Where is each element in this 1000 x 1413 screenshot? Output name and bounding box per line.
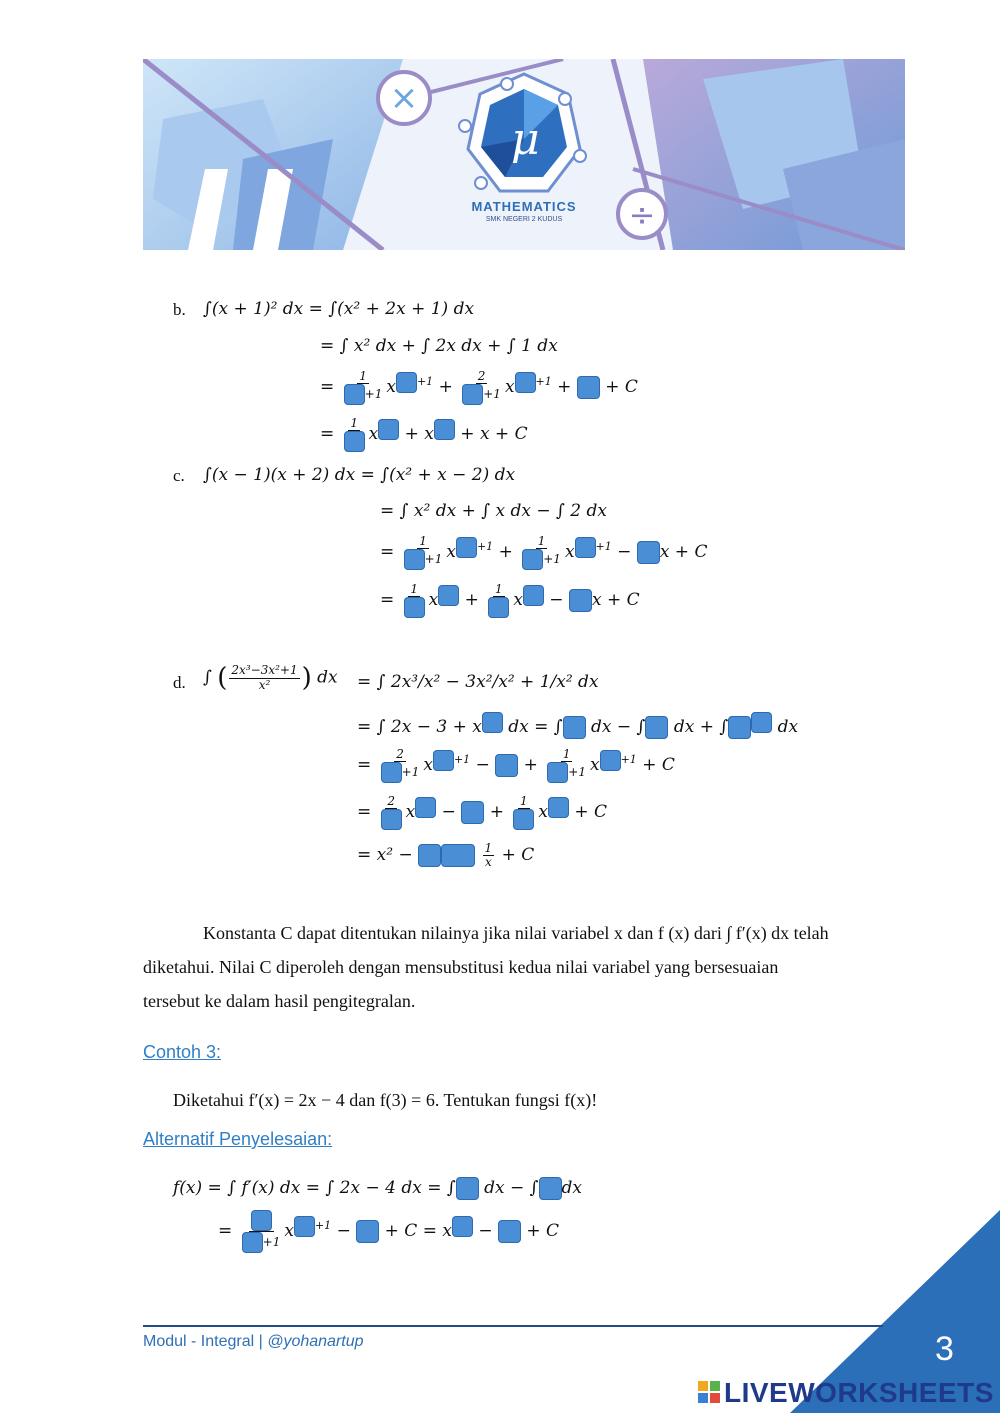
answer-box[interactable] [600,750,621,771]
footer-rule [143,1325,883,1327]
solution-line-1: f(x) = ∫ f′(x) dx = ∫ 2x − 4 dx = ∫ dx − ∫ dx [173,1178,582,1198]
d-line-5: = x² − $\frac{1}{x}$ + C [357,841,535,870]
d-line-1-right: = ∫ 2x³/x² − 3x²/x² + 1/x² dx [357,672,599,692]
answer-box[interactable] [433,750,454,771]
c-line-1: ∫(x − 1)(x + 2) dx = ∫(x² + x − 2) dx [203,465,516,485]
school-text: SMK NEGERI 2 KUDUS [485,216,563,223]
answer-box[interactable] [515,372,536,393]
answer-box[interactable] [418,844,441,867]
answer-box[interactable] [378,419,399,440]
answer-box[interactable] [404,597,425,618]
d-line-3: = $\frac{2}{+1}$ x $^{+1}$ − + $\frac{1}{+1}$ x $^{+1}$ + C [357,748,675,783]
answer-box[interactable] [344,384,365,405]
liveworksheets-logo-icon [698,1381,720,1403]
header-banner [143,59,905,250]
answer-box[interactable] [242,1232,263,1253]
answer-box[interactable] [495,754,518,777]
answer-box[interactable] [575,537,596,558]
b-line-4: = 1 x + x + x + C [320,417,528,452]
page-number: 3 [935,1330,954,1368]
c-line-2: = ∫ x² dx + ∫ x dx − ∫ 2 dx [380,501,607,521]
answer-box[interactable] [513,809,534,830]
answer-box[interactable] [637,541,660,564]
answer-box[interactable] [438,585,459,606]
solution-heading: Alternatif Penyelesaian: [143,1129,333,1149]
answer-box[interactable] [251,1210,272,1231]
paragraph-line-1: Konstanta C dapat ditentukan nilainya jika nilai variabel x dan f (x) dari ∫ f′(x) dx telah [203,923,829,943]
answer-box[interactable] [547,762,568,783]
footer-text: Modul - Integral | @yohanartup [143,1333,364,1350]
answer-box[interactable] [456,537,477,558]
solution-line-2: = +1 x $^{+1}$ − + C = x − + C [218,1210,559,1253]
answer-box[interactable] [751,712,772,733]
problem-c-label: c. [173,466,185,485]
answer-box[interactable] [577,376,600,399]
d-line-4: = 2 x − + 1 x + C [357,795,607,830]
answer-box[interactable] [523,585,544,606]
answer-box[interactable] [461,801,484,824]
example-heading: Contoh 3: [143,1042,222,1062]
answer-box[interactable] [548,797,569,818]
answer-box[interactable] [396,372,417,393]
answer-box[interactable] [294,1216,315,1237]
answer-box[interactable] [404,549,425,570]
answer-box[interactable] [645,716,668,739]
paragraph-line-3: tersebut ke dalam hasil pengitegralan. [143,991,416,1011]
b-line-3: = $\frac{1}{+1}$ x $^{+1}$ + $\frac{2}{+1}$ x $^{+1}$ + + C [320,370,638,405]
example-question: Diketahui f′(x) = 2x − 4 dan f(3) = 6. Tentukan fungsi f(x)! [173,1090,598,1110]
answer-box[interactable] [563,716,586,739]
b-line-2: = ∫ x² dx + ∫ 2x dx + ∫ 1 dx [320,336,558,356]
answer-box[interactable] [452,1216,473,1237]
answer-box[interactable] [498,1220,521,1243]
answer-box[interactable] [434,419,455,440]
answer-box[interactable] [462,384,483,405]
answer-box[interactable] [381,762,402,783]
answer-box[interactable] [344,431,365,452]
logo-mu: μ [511,114,540,165]
answer-box[interactable] [569,589,592,612]
liveworksheets-watermark: LIVEWORKSHEETS [724,1377,994,1408]
b-line-1: ∫(x + 1)² dx = ∫(x² + 2x + 1) dx [203,299,475,319]
c-line-3: = $\frac{1}{+1}$ x $^{+1}$ + $\frac{1}{+1}$ x $^{+1}$ − x + C [380,535,707,570]
svg-text:÷: ÷ [628,196,656,234]
answer-box[interactable] [415,797,436,818]
answer-box[interactable] [456,1177,479,1200]
answer-box[interactable] [488,597,509,618]
problem-d-label: d. [173,673,186,692]
answer-box[interactable] [381,809,402,830]
c-line-4: = 1 x + 1 x − x + C [380,583,640,618]
answer-box[interactable] [522,549,543,570]
paragraph-line-2: diketahui. Nilai C diperoleh dengan mensubstitusi kedua nilai variabel yang bersesuaian [143,957,779,977]
brand-text: MATHEMATICS [471,199,577,214]
d-line-2: = ∫ 2x − 3 + x dx = ∫ dx − ∫ dx + ∫ dx [357,712,798,739]
answer-box[interactable] [441,844,475,867]
problem-b-label: b. [173,300,186,319]
explanation-paragraph [143,916,905,1018]
footer-handle: @yohanartup [267,1333,364,1350]
answer-box[interactable] [482,712,503,733]
answer-box[interactable] [728,716,751,739]
svg-text:×: × [389,78,419,118]
answer-box[interactable] [539,1177,562,1200]
answer-box[interactable] [356,1220,379,1243]
d-line-1-left: ∫ ( $\frac{\text{2x³−3x²+1}}{\text{x²}}$ ) dx [203,663,338,693]
